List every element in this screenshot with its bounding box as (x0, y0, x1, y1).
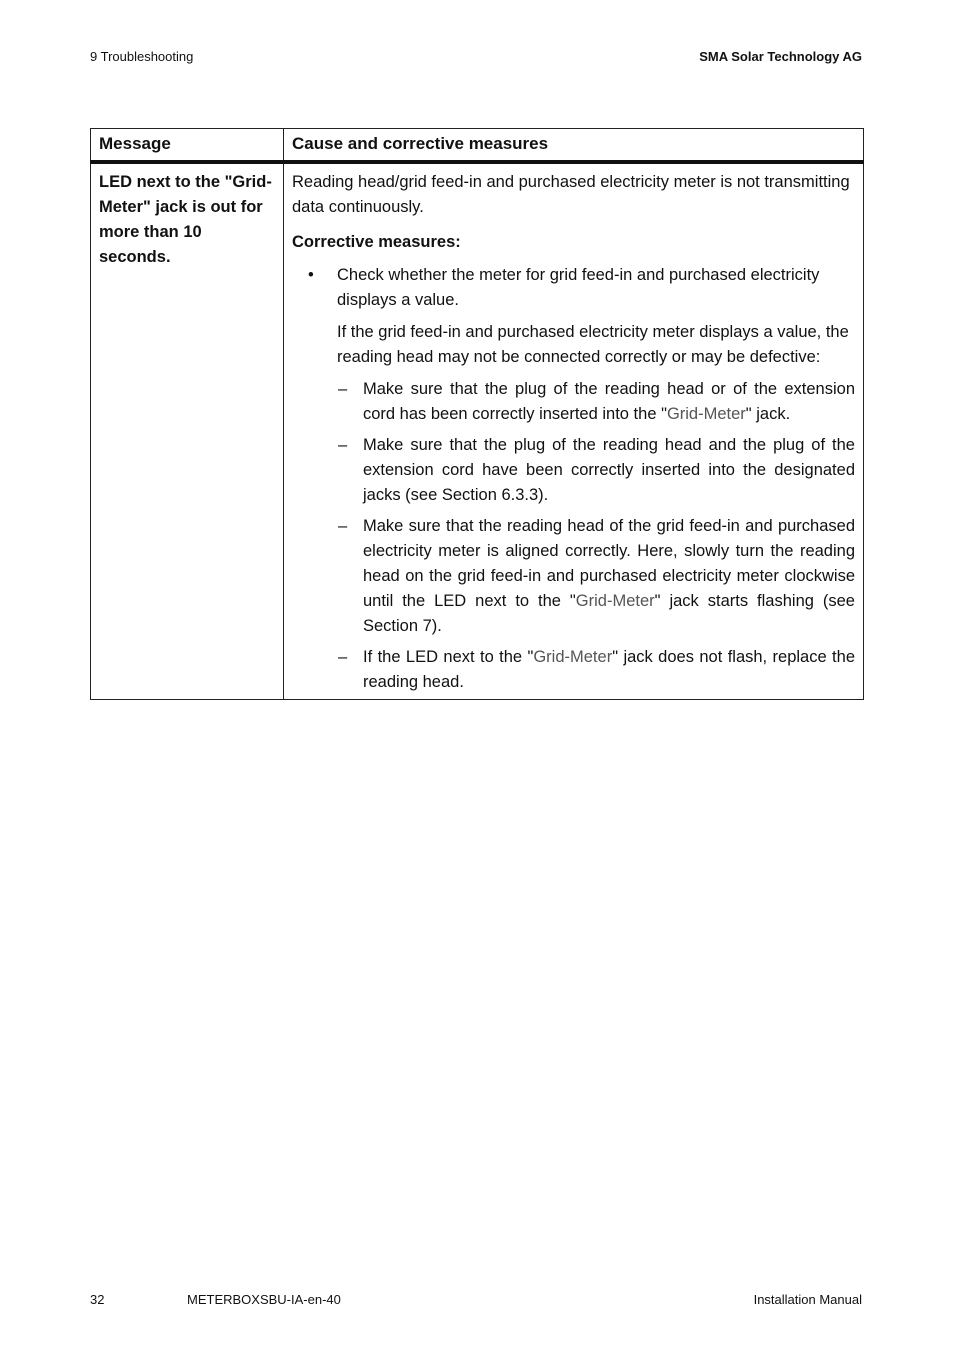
bullet-sub-text: If the grid feed-in and purchased electricity meter displays a value, the reading head may not be connected correctly or may be defective: (337, 323, 849, 366)
dash-item-2 (292, 433, 855, 508)
dash-item-4 (292, 645, 855, 695)
message-cell: LED next to the "Grid-Meter" jack is out for more than 10 seconds. (91, 162, 284, 700)
running-header-section: 9 Troubleshooting (90, 49, 194, 64)
table-header-row (91, 129, 864, 163)
dash-item-1-post: " jack. (745, 405, 791, 423)
document-code: METERBOXSBU-IA-en-40 (187, 1292, 341, 1307)
column-header-message: Message (91, 129, 284, 163)
dash-item-1-pre: Make sure that the plug of the reading head or of the extension cord has been correctly inserted into the " (363, 380, 855, 423)
bullet-text: Check whether the meter for grid feed-in and purchased electricity displays a value. (337, 266, 820, 309)
column-header-cause: Cause and corrective measures (284, 129, 864, 163)
cause-cell (284, 162, 864, 700)
ui-term-grid-meter: Grid-Meter (533, 648, 613, 666)
dash-marker: – (338, 517, 348, 535)
troubleshooting-table (90, 128, 864, 700)
page-number: 32 (90, 1292, 105, 1307)
dash-marker: – (338, 380, 348, 398)
cause-text: Reading head/grid feed-in and purchased electricity meter is not transmitting data continuously. (292, 173, 850, 216)
ui-term-grid-meter: Grid-Meter (575, 592, 655, 610)
running-header-company: SMA Solar Technology AG (699, 49, 862, 64)
dash-item-3 (292, 514, 855, 639)
dash-item-1 (292, 377, 855, 427)
dash-marker: – (338, 436, 348, 454)
dash-item-3-post: " jack starts flashing (see Section 7). (363, 592, 855, 635)
bullet-item (292, 263, 855, 313)
dash-item-4-pre: If the LED next to the " (363, 648, 534, 666)
dash-item-2-text: Make sure that the plug of the reading head and the plug of the extension cord have been correctly inserted into the designated jacks (see Section 6.3.3). (363, 436, 855, 504)
table-row (91, 162, 864, 700)
document-type: Installation Manual (753, 1292, 862, 1307)
dash-item-3-pre: Make sure that the reading head of the grid feed-in and purchased electricity meter is aligned correctly. Here, slowly turn the reading head on the grid feed-in and purchased electricity meter clockwise until the LED next to the " (363, 517, 855, 610)
dash-marker: – (338, 648, 348, 666)
dash-item-4-post: " jack does not flash, replace the reading head. (363, 648, 855, 691)
ui-term-grid-meter: Grid-Meter (666, 405, 746, 423)
corrective-measures-heading: Corrective measures: (292, 233, 461, 251)
bullet-marker: • (308, 266, 314, 284)
